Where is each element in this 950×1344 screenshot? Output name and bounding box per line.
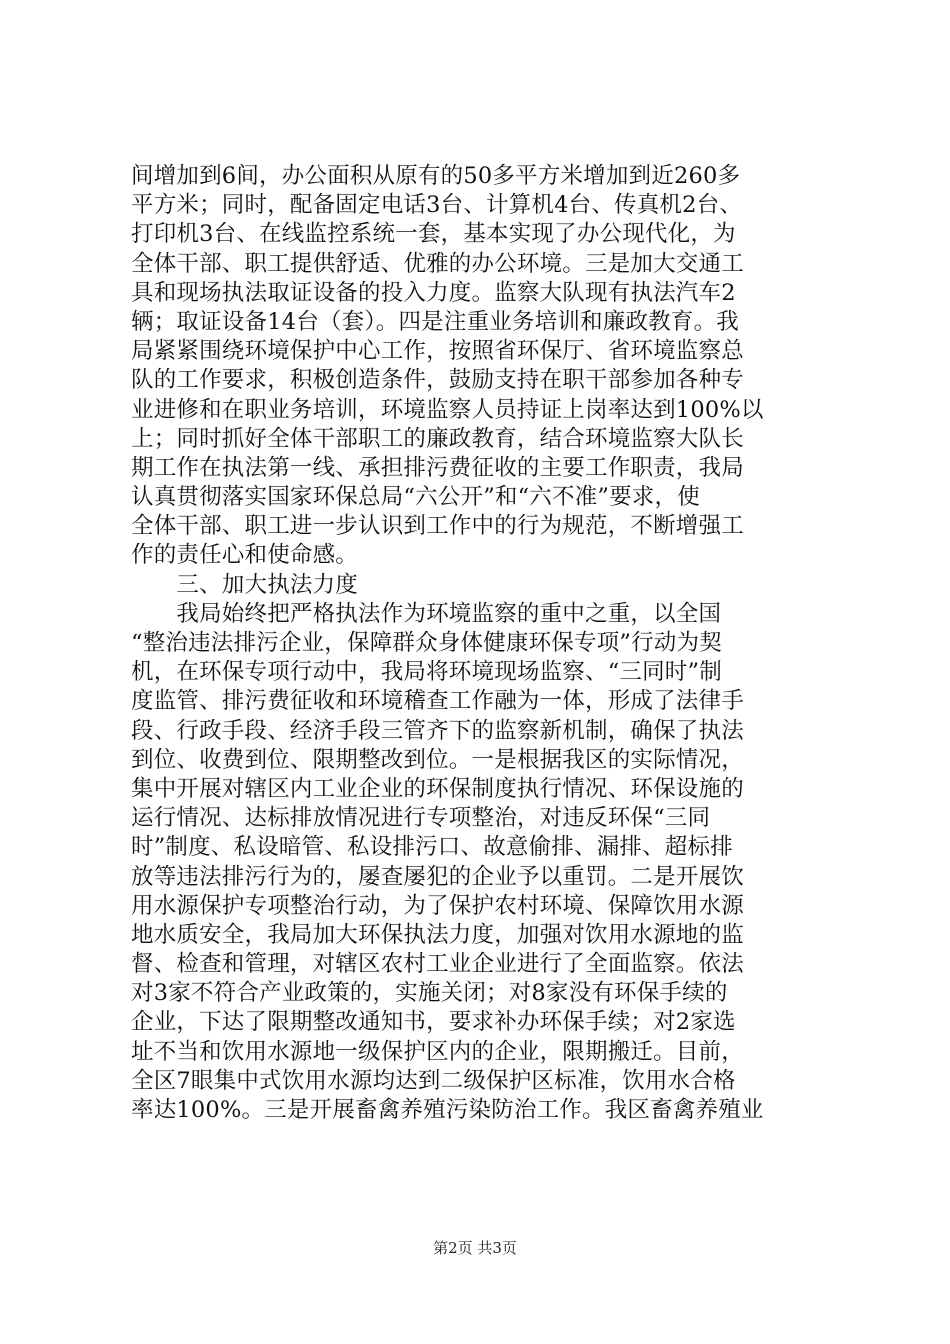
text-line: 时”制度、私设暗管、私设排污口、故意偷排、漏排、超标排 — [131, 834, 733, 861]
text-line: 期工作在执法第一线、承担排污费征收的主要工作职责，我局 — [131, 454, 744, 481]
text-line: 址不当和饮用水源地一级保护区内的企业，限期搬迁。目前， — [131, 1038, 744, 1065]
body-text — [131, 162, 851, 1125]
text-line: 打印机3台、在线监控系统一套，基本实现了办公现代化，为 — [131, 221, 736, 248]
page-number-footer: 第2页 共3页 — [433, 1239, 517, 1257]
text-line: 段、行政手段、经济手段三管齐下的监察新机制，确保了执法 — [131, 717, 744, 744]
text-line: 间增加到6间，办公面积从原有的50多平方米增加到近260多 — [131, 163, 741, 189]
text-line: 企业，下达了限期整改通知书，要求补办环保手续；对2家选 — [131, 1009, 736, 1036]
section-heading: 三、加大执法力度 — [131, 571, 359, 598]
text-line: “整治违法排污企业，保障群众身体健康环保专项”行动为契 — [131, 630, 722, 656]
text-line: 平方米；同时，配备固定电话3台、计算机4台、传真机2台、 — [131, 192, 743, 219]
text-line: 运行情况、达标排放情况进行专项整治，对违反环保“三同 — [131, 805, 711, 832]
text-line: 队的工作要求，积极创造条件，鼓励支持在职干部参加各种专 — [131, 367, 744, 394]
text-line: 全区7眼集中式饮用水源均达到二级保护区标准，饮用水合格 — [131, 1067, 736, 1094]
text-line: 集中开展对辖区内工业企业的环保制度执行情况、环保设施的 — [131, 775, 744, 802]
text-line: 放等违法排污行为的，屡查屡犯的企业予以重罚。二是开展饮 — [131, 863, 744, 890]
text-line: 用水源保护专项整治行动，为了保护农村环境、保障饮用水源 — [131, 892, 744, 919]
text-line: 业进修和在职业务培训，环境监察人员持证上岗率达到100%以 — [131, 396, 764, 423]
text-line: 机，在环保专项行动中，我局将环境现场监察、“三同时”制 — [131, 659, 722, 686]
text-line: 对3家不符合产业政策的，实施关闭；对8家没有环保手续的 — [131, 980, 728, 1007]
text-line: 全体干部、职工进一步认识到工作中的行为规范，不断增强工 — [131, 513, 744, 540]
text-line: 度监管、排污费征收和环境稽查工作融为一体，形成了法律手 — [131, 688, 744, 715]
text-line: 上；同时抓好全体干部职工的廉政教育，结合环境监察大队长 — [131, 425, 744, 452]
text-line: 地水质安全，我局加大环保执法力度，加强对饮用水源地的监 — [131, 921, 744, 948]
text-line: 辆；取证设备14台（套）。四是注重业务培训和廉政教育。我 — [131, 308, 739, 335]
text-line: 作的责任心和使命感。 — [131, 542, 359, 569]
text-line: 局紧紧围绕环境保护中心工作，按照省环保厅、省环境监察总 — [131, 338, 744, 365]
text-line: 全体干部、职工提供舒适、优雅的办公环境。三是加大交通工 — [131, 250, 744, 277]
text-line: 到位、收费到位、限期整改到位。一是根据我区的实际情况， — [131, 746, 744, 773]
text-line: 我局始终把严格执法作为环境监察的重中之重，以全国 — [131, 600, 722, 627]
text-line: 率达100%。三是开展畜禽养殖污染防治工作。我区畜禽养殖业 — [131, 1097, 764, 1123]
text-line: 认真贯彻落实国家环保总局“六公开”和“六不准”要求，使 — [131, 484, 700, 511]
text-line: 具和现场执法取证设备的投入力度。监察大队现有执法汽车2 — [131, 279, 736, 306]
text-line: 督、检查和管理，对辖区农村工业企业进行了全面监察。依法 — [131, 951, 744, 978]
